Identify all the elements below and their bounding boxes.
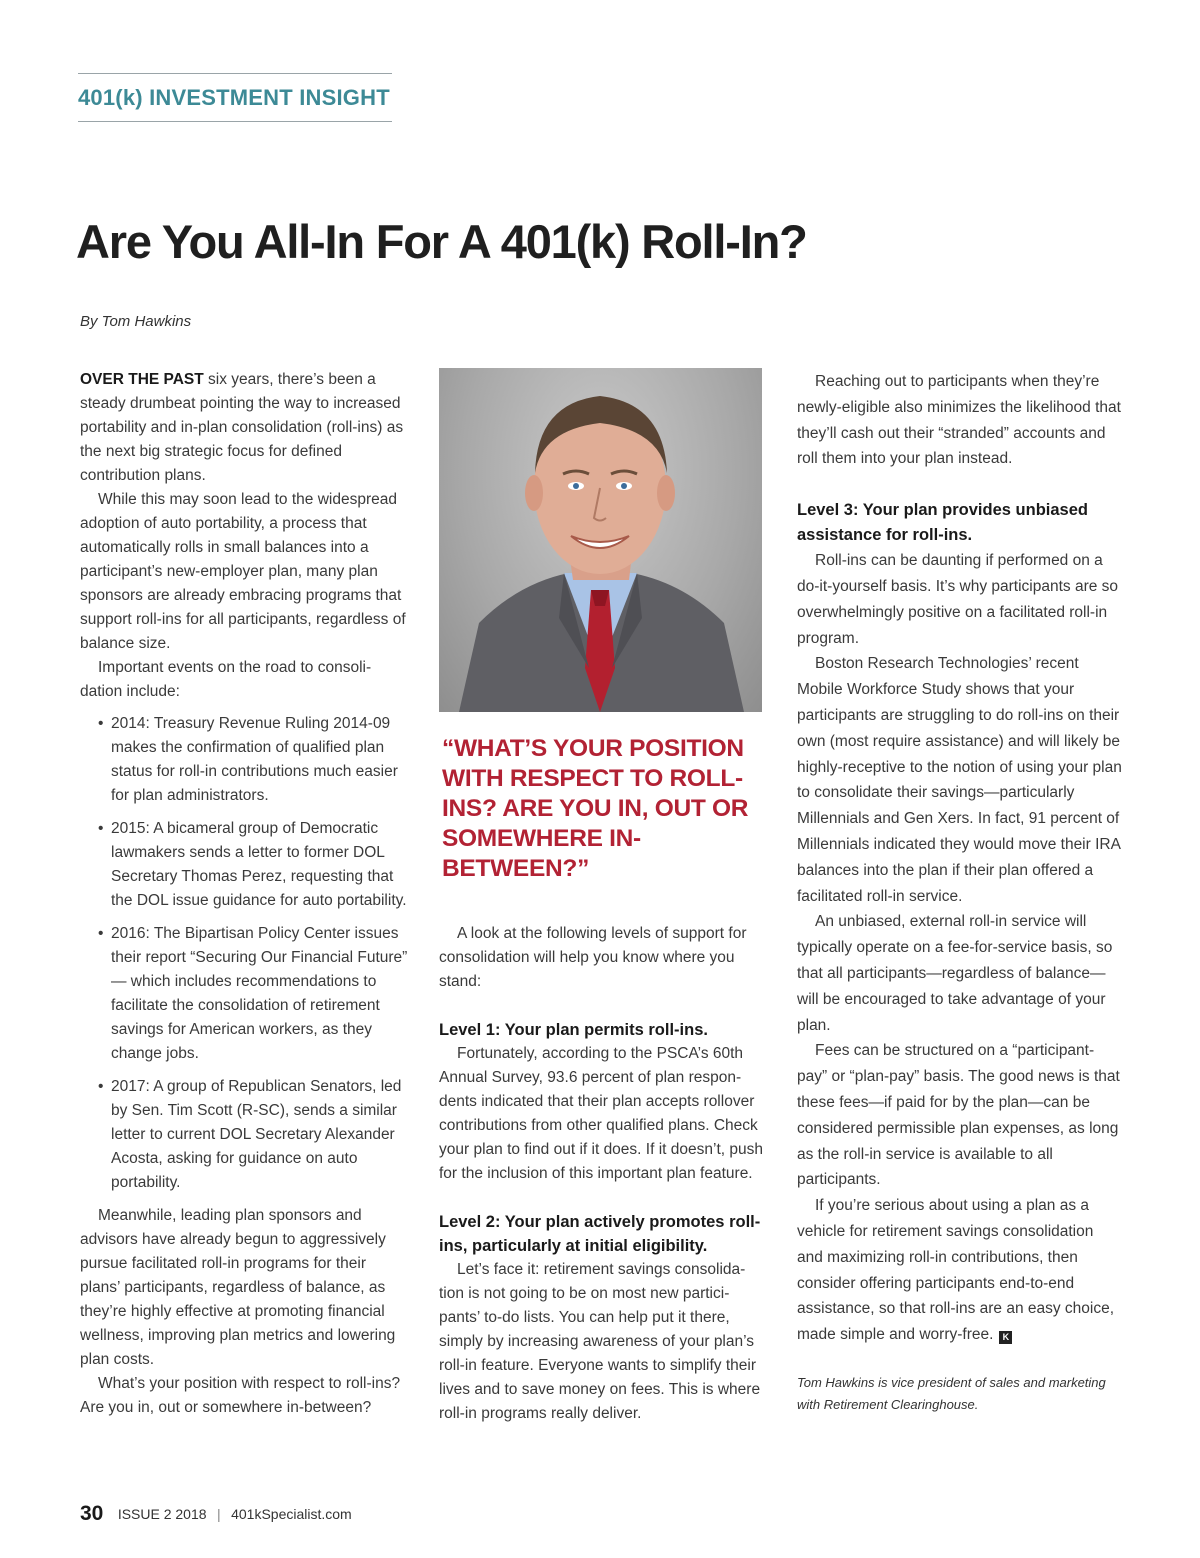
paragraph: An unbiased, external roll-in service will typically operate on a fee-for-service basis, so that all participants—regardless of balance—will be encouraged to take advantage of your plan. xyxy=(797,913,1113,1034)
section-label: 401(k) INVESTMENT INSIGHT xyxy=(78,85,390,110)
list-item-text: 2015: A bicameral group of Democratic lawmakers sends a letter to former DOL Secretary Thomas Perez, requesting that the DOL issue guidance for auto portability. xyxy=(111,820,407,909)
site-link[interactable]: 401kSpecialist.com xyxy=(231,1506,352,1522)
paragraph: Meanwhile, leading plan sponsors and advisors have already begun to aggressively pursue facilitated roll-in programs for their plans’ participants, regardless of balance, as they’re highly effective at promoting financial wellness, improving plan metrics and lowering plan costs. xyxy=(80,1207,396,1368)
issue-label: ISSUE 2 2018 xyxy=(117,1506,207,1522)
paragraph: Roll-ins can be daunting if performed on a do-it-yourself basis. It’s why participants are so overwhelmingly positive on a facilitated roll-in program. xyxy=(797,552,1119,647)
level-1-heading: Level 1: Your plan permits roll-ins. xyxy=(439,1021,708,1039)
pull-quote: “WHAT’S YOUR POSITION WITH RESPECT TO ROLL-INS? ARE YOU IN, OUT OR SOMEWHERE IN-BETWEEN?” xyxy=(442,735,749,882)
author-photo xyxy=(439,368,762,712)
spacer xyxy=(439,1186,764,1210)
bullet-icon: • xyxy=(98,820,104,837)
section-rule-top xyxy=(78,73,392,74)
paragraph xyxy=(797,1193,1122,1348)
paragraph: Reaching out to participants when they’re newly-eligible also minimizes the likelihood that they’ll cash out their “stranded” accounts and roll them into your plan instead. xyxy=(797,373,1121,468)
paragraph xyxy=(80,368,408,488)
end-mark-icon: K xyxy=(999,1331,1012,1344)
list-item xyxy=(80,1075,408,1195)
page-footer xyxy=(80,1502,352,1526)
paragraph: What’s your position with respect to roll-ins? Are you in, out or somewhere in-between? xyxy=(80,1375,401,1416)
bullet-icon: • xyxy=(98,715,104,732)
column-2-text xyxy=(439,922,764,1426)
paragraph-text: If you’re serious about using a plan as a vehicle for retirement savings consolidation and maximizing roll-in contributions, then consider offering participants end-to-end assistance, so that roll-ins are an easy choice, made simple and worry-free. xyxy=(797,1197,1115,1344)
column-3 xyxy=(797,369,1122,1416)
spacer xyxy=(797,472,1122,498)
paragraph: A look at the following levels of support for consolidation will help you know where you stand: xyxy=(439,925,747,990)
author-bio: Tom Hawkins is vice president of sales and marketing with Retirement Clearinghouse. xyxy=(797,1374,1106,1412)
level-3-heading: Level 3: Your plan provides unbiased assistance for roll-ins. xyxy=(797,501,1088,545)
list-item xyxy=(80,922,408,1066)
column-1 xyxy=(80,368,408,1420)
list-item-text: 2017: A group of Republican Senators, led by Sen. Tim Scott (R-SC), sends a similar letter to current DOL Secretary Alexander Acosta, asking for guidance on auto portability. xyxy=(111,1078,402,1191)
bullet-icon: • xyxy=(98,925,104,942)
events-list xyxy=(80,712,408,1195)
paragraph: While this may soon lead to the widespread adoption of auto portability, a process that automatically rolls in small balances into a participant’s new-employer plan, many plan sponsors are already embracing programs that support roll-ins for all participants, regardless of balance size. xyxy=(80,491,406,652)
level-2-heading: Level 2: Your plan actively promotes roll-ins, particularly at initial eligibility. xyxy=(439,1213,761,1255)
section-rule-bottom xyxy=(78,121,392,122)
page-number: 30 xyxy=(80,1502,104,1525)
paragraph: Fees can be structured on a “participant-pay” or “plan-pay” basis. The good news is that these fees—if paid for by the plan—can be considered permissible plan expenses, as long as the roll-in service is available to all participants. xyxy=(797,1042,1120,1189)
footer-separator: | xyxy=(217,1506,221,1522)
bullet-icon: • xyxy=(98,1078,104,1095)
paragraph-text: six years, there’s been a steady drumbeat pointing the way to increased portability and in-plan consolidation (roll-ins) as the next big strategic focus for defined contribution plans. xyxy=(80,371,404,484)
paragraph: Let’s face it: retirement savings consolidation is not going to be on most new participants’ to-do lists. You can help put it there, simply by increasing awareness of your plan’s roll-in feature. Everyone wants to simplify their lives and to save money on fees. This is where roll-in programs really deliver. xyxy=(439,1261,761,1422)
column-2 xyxy=(439,368,764,1426)
article-title: Are You All-In For A 401(k) Roll-In? xyxy=(76,215,807,268)
list-item-text: 2014: Treasury Revenue Ruling 2014-09 makes the confirmation of qualified plan status for roll-in contributions much easier for plan administrators. xyxy=(111,715,398,804)
spacer xyxy=(439,994,764,1018)
paragraph: Important events on the road to consolidation include: xyxy=(80,659,372,700)
list-item-text: 2016: The Bipartisan Policy Center issues their report “Securing Our Financial Future” — which includes recommendations to facilitate the consolidation of retirement savings for American workers, as they change jobs. xyxy=(111,925,408,1062)
paragraph: Boston Research Technologies’ recent Mobile Workforce Study shows that your participants are struggling to do roll-ins on their own (most require assistance) and will likely be highly-receptive to the notion of using your plan to consolidate their savings—particularly Millennials and Gen Xers. In fact, 91 percent of Millennials indicated they would move their IRA balances into the plan if their plan offered a facilitated roll-in service. xyxy=(797,655,1122,905)
paragraph: Fortunately, according to the PSCA’s 60th Annual Survey, 93.6 percent of plan respondents indicated that their plan accepts rollover contributions from other qualified plans. Check your plan to find out if it does. If it doesn’t, push for the inclusion of this important plan feature. xyxy=(439,1045,763,1182)
list-item xyxy=(80,817,408,913)
list-item xyxy=(80,712,408,808)
lead-in: OVER THE PAST xyxy=(80,371,204,388)
author-portrait-icon xyxy=(439,368,762,712)
byline: By Tom Hawkins xyxy=(80,313,192,330)
